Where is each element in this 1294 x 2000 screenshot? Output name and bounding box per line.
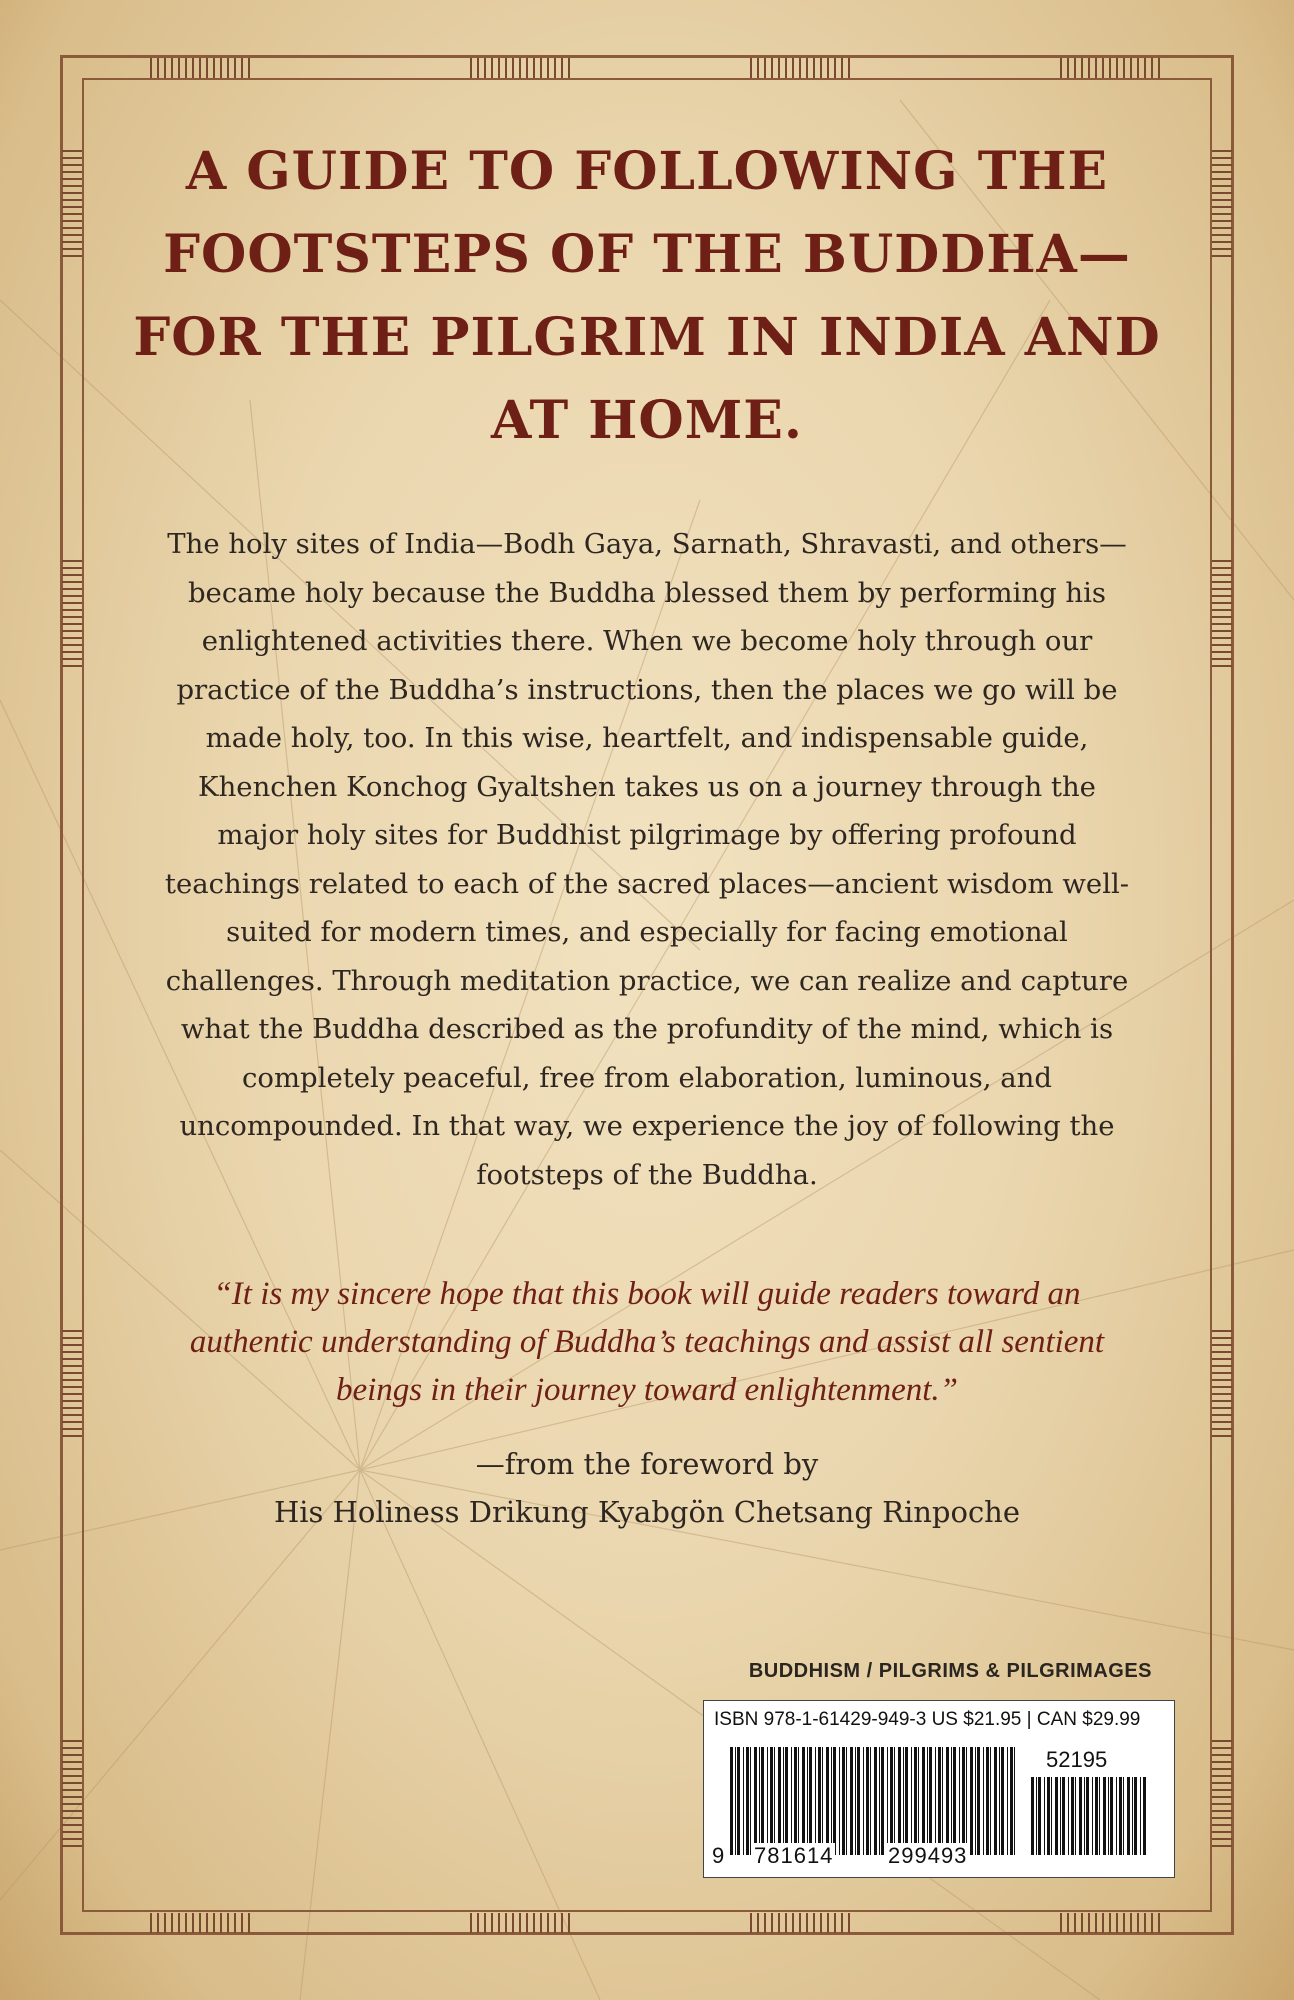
subject-category: BUDDHISM / PILGRIMS & PILGRIMAGES — [748, 1660, 1152, 1682]
barcode-bar — [1062, 1777, 1065, 1855]
frame-ornament-left — [62, 1740, 82, 1850]
barcode-bar — [1068, 1777, 1069, 1855]
frame-ornament-bottom — [1060, 1913, 1160, 1933]
barcode-bar — [802, 1747, 805, 1855]
barcode-bar — [833, 1747, 836, 1855]
barcode-bar — [1134, 1777, 1137, 1855]
barcode-bar — [846, 1747, 847, 1855]
frame-ornament-right — [1212, 1740, 1232, 1850]
barcode-bar — [1140, 1777, 1141, 1855]
isbn-price-line: ISBN 978-1-61429-949-3 US $21.95 | CAN $29.99 — [714, 1709, 1141, 1730]
barcode-bar — [1055, 1777, 1058, 1855]
barcode-bar — [1044, 1777, 1045, 1855]
barcode-bar — [767, 1747, 768, 1855]
barcode-bar — [839, 1747, 840, 1855]
barcode-bar — [1127, 1777, 1130, 1855]
frame-ornament-bottom — [470, 1913, 570, 1933]
barcode-bar — [905, 1747, 908, 1855]
barcode-bar — [986, 1747, 989, 1855]
barcode-bar — [953, 1747, 956, 1855]
frame-ornament-right — [1212, 1330, 1232, 1440]
barcode-bar — [1132, 1777, 1133, 1855]
barcode-bar — [730, 1747, 733, 1855]
barcode-bar — [1110, 1777, 1113, 1855]
barcode-bar — [890, 1747, 893, 1855]
barcode-bar — [999, 1747, 1000, 1855]
barcode-bar — [1060, 1777, 1061, 1855]
frame-ornament-top — [150, 58, 250, 78]
barcode-bar — [1014, 1747, 1015, 1855]
frame-ornament-bottom — [150, 1913, 250, 1933]
barcode-bar — [990, 1747, 991, 1855]
barcode-bar — [881, 1747, 884, 1855]
barcode-bar — [922, 1747, 925, 1855]
frame-ornament-top — [750, 58, 850, 78]
barcode-bar — [746, 1747, 749, 1855]
barcode-bar — [809, 1747, 812, 1855]
barcode-bar — [826, 1747, 829, 1855]
barcode-bar — [1143, 1777, 1146, 1855]
barcode-bar — [759, 1747, 760, 1855]
barcode-bar — [898, 1747, 901, 1855]
barcode-bar — [1075, 1777, 1076, 1855]
addon-barcode — [1031, 1777, 1151, 1857]
barcode-bar — [818, 1747, 821, 1855]
barcode-bar — [783, 1747, 784, 1855]
barcode-bar — [870, 1747, 871, 1855]
barcode-bar — [822, 1747, 823, 1855]
barcode-bar — [874, 1747, 877, 1855]
barcode-bar — [903, 1747, 904, 1855]
foreword-quote: “It is my sincere hope that this book will guide readers toward an authentic understanding of Buddha’s teachings and assist all sentient beings in their journey toward enlightenment.” — [189, 1276, 1105, 1408]
barcode-bar — [794, 1747, 797, 1855]
barcode-bar — [1099, 1777, 1100, 1855]
barcode-bar — [737, 1747, 740, 1855]
barcode-bar — [942, 1747, 943, 1855]
barcode-bar — [894, 1747, 895, 1855]
barcode-bar — [1084, 1777, 1085, 1855]
frame-ornament-right — [1212, 150, 1232, 260]
barcode-bar — [1051, 1777, 1052, 1855]
barcode-bar — [850, 1747, 853, 1855]
headline: A GUIDE TO FOLLOWING THE FOOTSTEPS OF THE BUDDHA— FOR THE PILGRIM IN INDIA AND AT HOME. — [133, 141, 1161, 451]
barcode-bar — [911, 1747, 912, 1855]
frame-ornament-top — [1060, 58, 1160, 78]
barcode-bar — [743, 1747, 744, 1855]
barcode-bar — [842, 1747, 845, 1855]
barcode-bar — [1095, 1777, 1098, 1855]
barcode-bar — [1038, 1777, 1041, 1855]
attribution-source: —from the foreword by — [475, 1447, 819, 1481]
barcode-digit-lead: 9 — [712, 1843, 726, 1868]
barcode-bar — [1036, 1777, 1037, 1855]
barcode-bar — [866, 1747, 869, 1855]
barcode-bar — [1007, 1747, 1008, 1855]
barcode-bar — [951, 1747, 952, 1855]
book-description: The holy sites of India—Bodh Gaya, Sarnath, Shravasti, and others—became holy because the Buddha blessed them by performing his enlightened activities there. When we become holy through our practice of the Buddha’s instructions, then the places we go will be made holy, too. In this wise, heartfelt, and indispensable guide, Khenchen Konchog Gyaltshen takes us on a journey through the major holy sites for Buddhist pilgrimage by offering profound teachings related to each of the sacred places—ancient wisdom well-suited for modern times, and especially for facing emotional challenges. Through meditation practice, we can realize and capture what the Buddha described as the profundity of the mind, which is completely peaceful, free from elaboration, luminous, and uncompounded. In that way, we experience the joy of following the footsteps of the Buddha. — [164, 528, 1130, 1191]
frame-ornament-left — [62, 560, 82, 670]
barcode-bar — [887, 1747, 888, 1855]
quote-attribution — [170, 1440, 1124, 1536]
barcode-bar — [735, 1747, 736, 1855]
attribution-author: His Holiness Drikung Kyabgön Chetsang Rinpoche — [273, 1495, 1021, 1529]
barcode-bar — [770, 1747, 773, 1855]
barcode-bar — [831, 1747, 832, 1855]
barcode-bar — [879, 1747, 880, 1855]
barcode-bar — [962, 1747, 965, 1855]
barcode-bar — [1031, 1777, 1034, 1855]
barcode-bar — [966, 1747, 967, 1855]
barcode-bar — [994, 1747, 997, 1855]
isbn-barcode — [703, 1700, 1175, 1878]
barcode-bar — [1047, 1777, 1050, 1855]
barcode-bar — [754, 1747, 757, 1855]
barcode-digit-group-1: 781614 — [754, 1843, 834, 1868]
barcode-bar — [1116, 1777, 1117, 1855]
barcode-bar — [970, 1747, 973, 1855]
barcode-digit-group-2: 299493 — [888, 1843, 968, 1868]
barcode-bar — [1092, 1777, 1093, 1855]
barcode-bar — [975, 1747, 976, 1855]
barcode-bar — [855, 1747, 856, 1855]
barcode-bar — [929, 1747, 932, 1855]
barcode-bar — [1010, 1747, 1013, 1855]
frame-ornament-left — [62, 1330, 82, 1440]
barcode-bar — [927, 1747, 928, 1855]
barcode-bar — [798, 1747, 799, 1855]
frame-ornament-top — [470, 58, 570, 78]
barcode-bar — [1001, 1747, 1004, 1855]
barcode-bar — [946, 1747, 949, 1855]
barcode-bar — [1119, 1777, 1122, 1855]
barcode-bar — [1123, 1777, 1124, 1855]
barcode-bar — [1079, 1777, 1082, 1855]
barcode-bar — [750, 1747, 751, 1855]
barcode-bar — [914, 1747, 917, 1855]
barcode-bar — [774, 1747, 775, 1855]
barcode-bar — [807, 1747, 808, 1855]
barcode-bar — [815, 1747, 816, 1855]
frame-ornament-bottom — [750, 1913, 850, 1933]
barcode-bar — [1108, 1777, 1109, 1855]
barcode-bar — [935, 1747, 936, 1855]
barcode-bar — [918, 1747, 919, 1855]
barcode-bar — [977, 1747, 980, 1855]
barcode-bar — [778, 1747, 781, 1855]
barcode-bar — [959, 1747, 960, 1855]
barcode-bar — [983, 1747, 984, 1855]
barcode-bar — [761, 1747, 764, 1855]
barcode-bar — [1071, 1777, 1074, 1855]
barcode-bar — [1086, 1777, 1089, 1855]
barcode-bar — [1103, 1777, 1106, 1855]
frame-ornament-right — [1212, 560, 1232, 670]
barcode-bar — [863, 1747, 864, 1855]
ean13-barcode — [730, 1747, 1020, 1857]
barcode-bar — [791, 1747, 792, 1855]
addon-number: 52195 — [1046, 1747, 1108, 1772]
barcode-bar — [938, 1747, 941, 1855]
barcode-bar — [785, 1747, 788, 1855]
barcode-bar — [857, 1747, 860, 1855]
frame-ornament-left — [62, 150, 82, 260]
